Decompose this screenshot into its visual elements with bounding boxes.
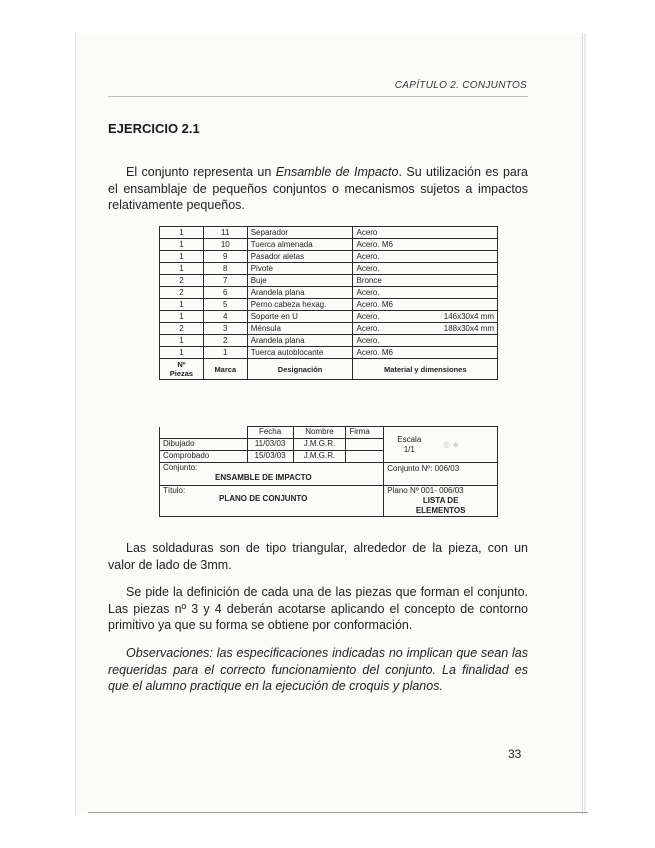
welds-paragraph: Las soldaduras son de tipo triangular, alrededor de la pieza, con un valor de lado de 3mm. [108, 541, 528, 572]
table-row: 2 6 Arandela plana Acero. [160, 287, 498, 299]
table-row: 1 11 Separador Acero [160, 227, 498, 239]
exercise-title: EJERCICIO 2.1 [108, 121, 200, 136]
header-rule [108, 96, 528, 97]
parts-header-row: Nº Piezas Marca Designación Material y dimensiones [160, 359, 498, 380]
intro-paragraph: El conjunto representa un Ensamble de Impacto. Su utilización es para el ensamblaje de pequeños conjuntos o mecanismos sujetos a impactos relativamente pequeños. [108, 165, 528, 212]
table-row: 1 9 Pasador aletas Acero. [160, 251, 498, 263]
page-number: 33 [508, 747, 522, 761]
table-row: 1 5 Perno cabeza hexag. Acero. M6 [160, 299, 498, 311]
page-edge [582, 33, 583, 815]
table-row: 1 1 Tuerca autoblocante Acero. M6 [160, 347, 498, 359]
page-sheet [75, 33, 584, 815]
table-row: 1 2 Arandela plana Acero. [160, 335, 498, 347]
parts-list-table [159, 226, 498, 380]
table-row: 1 4 Soporte en U Acero. 146x30x4 mm [160, 311, 498, 323]
observations-paragraph: Observaciones: las especificaciones indicadas no implican que sean las requeridas para el correcto funcionamiento del conjunto. La finalidad es que el alumno practique en la ejecución de croquis y planos. [108, 646, 528, 693]
page-bottom-edge [88, 812, 588, 813]
table-row: 1 8 Pivote Acero. [160, 263, 498, 275]
request-paragraph: Se pide la definición de cada una de las piezas que forman el conjunto. Las piezas nº 3 y 4 deberán acotarse aplicando el concepto de contorno primitivo ya que su forma se obtiene por conformación. [108, 585, 528, 632]
intro-italic: Ensamble de Impacto [275, 165, 399, 179]
table-row: 2 3 Ménsula Acero. 188x30x4 mm [160, 323, 498, 335]
chapter-header: CAPÍTULO 2. CONJUNTOS [394, 80, 527, 91]
table-row: 1 10 Tuerca almenada Acero. M6 [160, 239, 498, 251]
title-block: Fecha Nombre Firma Escala 1/1 ◎ ◈ Dibujado 11/03/03 J.M.G.R. Comprobado 15/03/03 J.M.G.R. Conjunto: ENSAMBLE DE IMPACTO Conjunto Nº: 006/03 Título: PLANO DE CONJUNTO Plano Nº 001- 006/03 LISTA DE ELEMENTOS [159, 426, 498, 517]
table-row: 2 7 Buje Bronce [160, 275, 498, 287]
